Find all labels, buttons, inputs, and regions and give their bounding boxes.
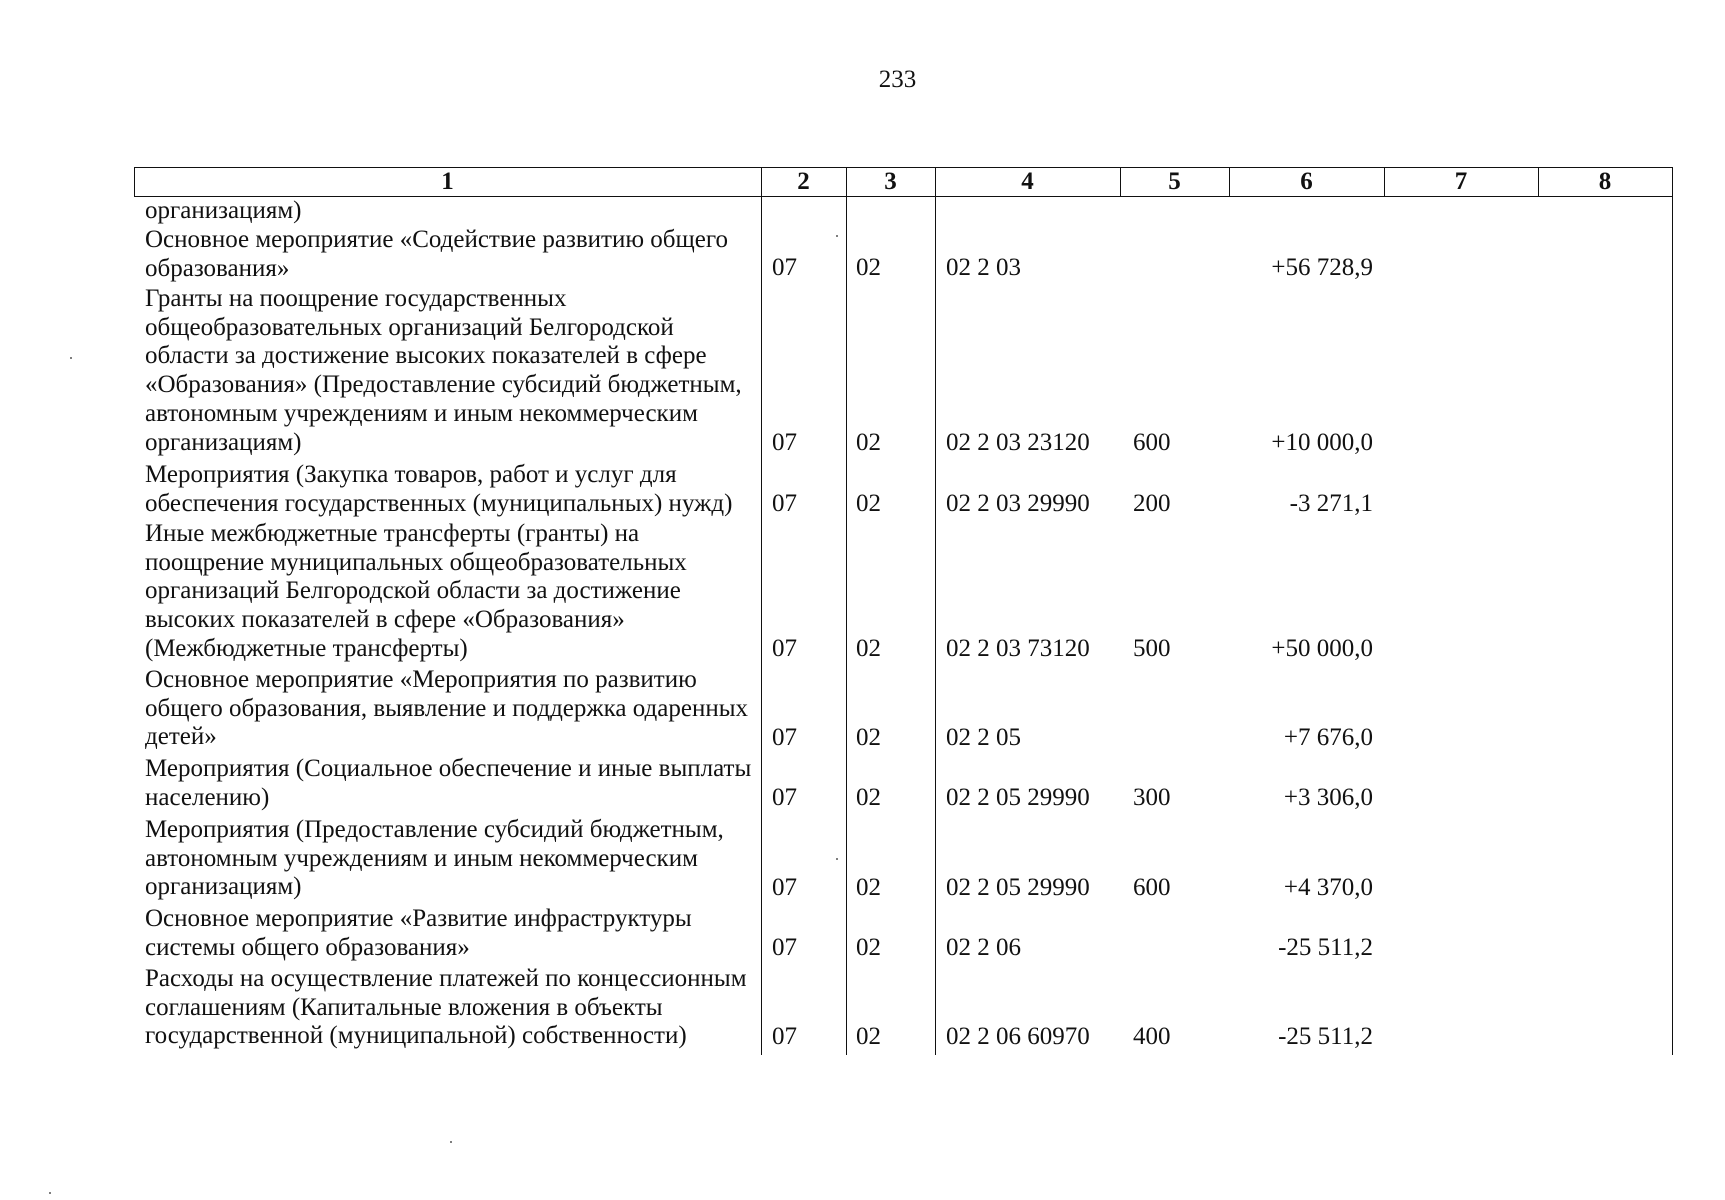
- row-3-section: 07: [772, 429, 797, 456]
- row-4-target: 02 2 03 29990: [946, 490, 1090, 517]
- row-6-name: [145, 666, 765, 752]
- table-right-border: [1672, 167, 1673, 1055]
- budget-table: [134, 167, 1673, 1055]
- column-divider-3: [846, 167, 847, 1055]
- row-3-target: 02 2 03 23120: [946, 429, 1090, 456]
- row-10-subsection: 02: [856, 1023, 881, 1050]
- row-9-subsection: 02: [856, 934, 881, 961]
- column-header-1: 1: [441, 168, 454, 195]
- row-9-section: 07: [772, 934, 797, 961]
- row-3-name-line-4: «Образования» (Предоставление субсидий бюджетным,: [145, 371, 742, 399]
- row-1-name-line-1: организациям): [145, 197, 302, 224]
- row-2-subsection: 02: [856, 254, 881, 281]
- column-header-5: 5: [1168, 168, 1181, 195]
- row-8-target: 02 2 05 29990: [946, 874, 1090, 901]
- row-5-name-line-4: высоких показателей в сфере «Образования»: [145, 606, 625, 634]
- row-6-target: 02 2 05: [946, 724, 1021, 751]
- row-2-target: 02 2 03: [946, 254, 1021, 281]
- row-7-name-line-1: Мероприятия (Социальное обеспечение и иные выплаты: [145, 755, 752, 782]
- row-4-section: 07: [772, 490, 797, 517]
- column-header-2: 2: [797, 168, 810, 195]
- scan-speck: [836, 235, 838, 237]
- row-6-name-line-3: детей»: [145, 723, 217, 751]
- row-7-target: 02 2 05 29990: [946, 784, 1090, 811]
- row-5-amount: +50 000,0: [1271, 635, 1373, 662]
- row-8-amount: +4 370,0: [1283, 874, 1373, 901]
- row-8-expense-type: 600: [1133, 874, 1171, 901]
- row-7-name: [145, 755, 765, 812]
- row-7-expense-type: 300: [1133, 784, 1171, 811]
- row-4-name-line-2: обеспечения государственных (муниципальных) нужд): [145, 489, 733, 517]
- row-4-name: [145, 461, 765, 518]
- row-9-target: 02 2 06: [946, 934, 1021, 961]
- row-4-subsection: 02: [856, 490, 881, 517]
- scan-speck: [450, 1141, 452, 1143]
- row-3-name-line-1: Гранты на поощрение государственных: [145, 285, 567, 312]
- row-3-name-line-5: автономным учреждениям и иным некоммерческим: [145, 399, 698, 427]
- row-5-name-line-2: поощрение муниципальных общеобразовательных: [145, 548, 687, 576]
- row-6-amount: +7 676,0: [1283, 724, 1373, 751]
- column-header-4: 4: [1021, 168, 1034, 195]
- page-number: 233: [878, 66, 917, 93]
- row-8-section: 07: [772, 874, 797, 901]
- row-10-expense-type: 400: [1133, 1023, 1171, 1050]
- row-10-name: [145, 965, 765, 1051]
- row-8-name: [145, 816, 765, 902]
- row-5-expense-type: 500: [1133, 635, 1171, 662]
- row-4-expense-type: 200: [1133, 490, 1171, 517]
- row-3-name-line-2: общеобразовательных организаций Белгородской: [145, 313, 674, 341]
- scan-speck: [836, 858, 838, 860]
- row-3-name: [145, 285, 765, 457]
- row-6-name-line-2: общего образования, выявление и поддержка одаренных: [145, 694, 749, 722]
- row-5-name-line-3: организаций Белгородской области за достижение: [145, 577, 681, 605]
- row-5-name: [145, 520, 765, 664]
- row-3-name-line-6: организациям): [145, 428, 302, 456]
- scan-speck: [49, 1192, 51, 1194]
- row-7-section: 07: [772, 784, 797, 811]
- row-10-section: 07: [772, 1023, 797, 1050]
- row-10-target: 02 2 06 60970: [946, 1023, 1090, 1050]
- row-5-name-line-5: (Межбюджетные трансферты): [145, 634, 468, 662]
- row-10-name-line-3: государственной (муниципальной) собственности): [145, 1022, 687, 1050]
- row-7-name-line-2: населению): [145, 783, 270, 811]
- row-3-name-line-3: области за достижение высоких показателей в сфере: [145, 342, 707, 370]
- row-3-expense-type: 600: [1133, 429, 1171, 456]
- row-5-subsection: 02: [856, 635, 881, 662]
- row-2-name-line-1: Основное мероприятие «Содействие развитию общего: [145, 226, 728, 253]
- row-8-name-line-1: Мероприятия (Предоставление субсидий бюджетным,: [145, 816, 724, 843]
- row-2-name-line-2: образования»: [145, 254, 290, 282]
- column-header-3: 3: [884, 168, 897, 195]
- row-6-subsection: 02: [856, 724, 881, 751]
- row-10-amount: -25 511,2: [1278, 1023, 1373, 1050]
- row-9-name-line-2: системы общего образования»: [145, 933, 470, 961]
- row-5-section: 07: [772, 635, 797, 662]
- row-6-section: 07: [772, 724, 797, 751]
- row-2-amount: +56 728,9: [1271, 254, 1373, 281]
- row-2-name: [145, 226, 765, 283]
- row-3-subsection: 02: [856, 429, 881, 456]
- row-7-amount: +3 306,0: [1283, 784, 1373, 811]
- row-4-amount: -3 271,1: [1289, 490, 1373, 517]
- row-5-name-line-1: Иные межбюджетные трансферты (гранты) на: [145, 520, 640, 547]
- column-header-8: 8: [1598, 168, 1612, 195]
- row-7-subsection: 02: [856, 784, 881, 811]
- row-10-name-line-2: соглашениям (Капитальные вложения в объекты: [145, 993, 663, 1021]
- row-8-name-line-2: автономным учреждениям и иным некоммерческим: [145, 844, 698, 872]
- row-4-name-line-1: Мероприятия (Закупка товаров, работ и услуг для: [145, 461, 677, 488]
- row-9-name: [145, 905, 765, 962]
- row-6-name-line-1: Основное мероприятие «Мероприятия по развитию: [145, 666, 697, 693]
- column-divider-4: [935, 167, 936, 1055]
- row-9-amount: -25 511,2: [1278, 934, 1373, 961]
- row-5-target: 02 2 03 73120: [946, 635, 1090, 662]
- row-1-name: [145, 197, 765, 226]
- row-8-name-line-3: организациям): [145, 873, 302, 901]
- column-header-6: 6: [1300, 168, 1313, 195]
- row-3-amount: +10 000,0: [1271, 429, 1373, 456]
- row-10-name-line-1: Расходы на осуществление платежей по концессионным: [145, 965, 747, 992]
- row-9-name-line-1: Основное мероприятие «Развитие инфраструктуры: [145, 905, 692, 932]
- row-2-section: 07: [772, 254, 797, 281]
- column-header-7: 7: [1454, 168, 1468, 195]
- row-8-subsection: 02: [856, 874, 881, 901]
- scan-speck: [70, 357, 72, 359]
